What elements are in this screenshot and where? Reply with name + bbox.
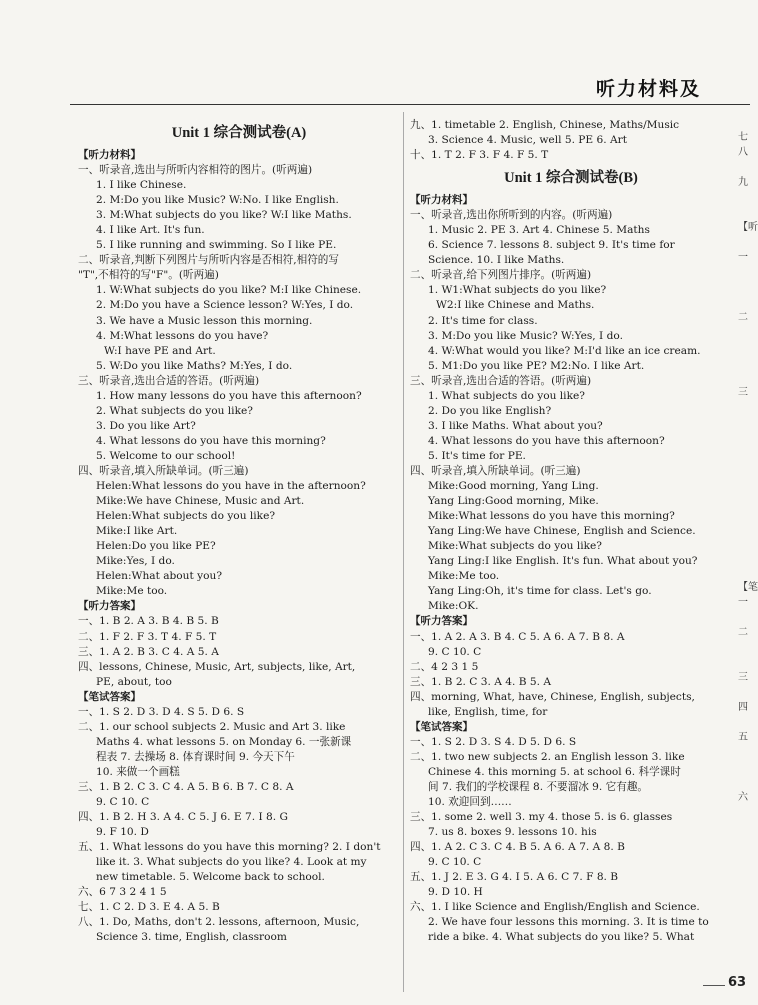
test-b-line: 三、1. B 2. C 3. A 4. B 5. A xyxy=(410,675,552,688)
edge-fragment: 【笔 xyxy=(738,582,758,593)
test-b-line: 六、1. I like Science and English/English and Science. xyxy=(410,901,700,914)
test-b-line: Yang Ling:Good morning, Mike. xyxy=(428,495,599,508)
test-a-line: Mike:Yes, I do. xyxy=(96,555,175,568)
edge-fragment: 五 xyxy=(738,732,748,743)
test-a-line: Maths 4. what lessons 5. on Monday 6. 一张新课 xyxy=(96,735,352,748)
edge-fragment: 一 xyxy=(738,252,748,263)
test-a-line: 一、1. B 2. A 3. B 4. B 5. B xyxy=(78,615,219,628)
edge-fragment xyxy=(738,445,750,460)
test-b-line: 3. I like Maths. What about you? xyxy=(428,419,603,432)
test-b-line: Mike:OK. xyxy=(428,600,479,613)
test-b-line: 10. 欢迎回到…… xyxy=(428,796,512,809)
test-b-line: 【听力答案】 xyxy=(410,615,473,628)
test-b-line: 二、4 2 3 1 5 xyxy=(410,660,479,673)
test-b-title: Unit 1 综合测试卷(B) xyxy=(504,170,638,187)
edge-fragment xyxy=(738,745,750,760)
test-a-title: Unit 1 综合测试卷(A) xyxy=(171,125,307,141)
test-b-line: 9. C 10. C xyxy=(428,856,482,869)
test-b-line: 4. What lessons do you have this afternoon? xyxy=(428,434,665,447)
test-a-line: Mike:Me too. xyxy=(96,585,168,598)
test-b-line: 三、1. some 2. well 3. my 4. those 5. is 6. glasses xyxy=(410,811,673,824)
test-b-line: Mike:Good morning, Yang Ling. xyxy=(428,480,599,493)
edge-fragment: 【听 xyxy=(738,222,758,233)
test-a-line: 五、1. What lessons do you have this morning? 2. I don't xyxy=(78,841,381,854)
test-a-line: 七、1. C 2. D 3. E 4. A 5. B xyxy=(78,901,220,914)
test-b-line: Mike:Me too. xyxy=(428,570,500,583)
column-divider xyxy=(403,112,404,992)
test-a-line: 5. W:Do you like Maths? M:Yes, I do. xyxy=(96,359,293,372)
test-a-line: 3. M:What subjects do you like? W:I like Maths. xyxy=(96,209,352,222)
test-a-line: 四、1. B 2. H 3. A 4. C 5. J 6. E 7. I 8. G xyxy=(78,811,288,824)
test-b-line: 2. Do you like English? xyxy=(428,404,552,417)
test-b-line: like, English, time, for xyxy=(428,705,548,718)
edge-fragment xyxy=(738,610,750,625)
test-b-line: 7. us 8. boxes 9. lessons 10. his xyxy=(428,826,597,839)
test-b-line: 一、1. S 2. D 3. S 4. D 5. D 6. S xyxy=(410,735,577,748)
edge-fragment xyxy=(738,520,750,535)
edge-fragment xyxy=(738,400,750,415)
edge-fragment xyxy=(738,160,750,175)
edge-fragment xyxy=(738,430,750,445)
test-a-line: Mike:We have Chinese, Music and Art. xyxy=(96,495,305,508)
edge-fragment xyxy=(738,370,750,385)
test-a-line: Helen:What subjects do you like? xyxy=(96,510,276,523)
test-b-line: 二、听录音,给下列图片排序。(听两遍) xyxy=(410,269,592,282)
page-number-dash xyxy=(703,985,725,986)
test-b-line: 1. W1:What subjects do you like? xyxy=(428,284,607,297)
test-a-line: 4. M:What lessons do you have? xyxy=(96,329,269,342)
test-a-line: PE, about, too xyxy=(96,675,172,688)
header-rule xyxy=(70,104,750,105)
test-a-cont-line: 九、1. timetable 2. English, Chinese, Maths/Music xyxy=(410,119,680,131)
test-b-line: 三、听录音,选出合适的答语。(听两遍) xyxy=(410,374,592,387)
test-b-line: 6. Science 7. lessons 8. subject 9. It's time for xyxy=(428,239,675,252)
test-b-line: 一、听录音,选出你所听到的内容。(听两遍) xyxy=(410,209,613,222)
test-a-line: new timetable. 5. Welcome back to school. xyxy=(96,871,325,884)
test-b-line: 二、1. two new subjects 2. an English lesson 3. like xyxy=(410,750,685,763)
test-a-line: 【听力材料】 xyxy=(78,149,141,161)
edge-fragment: 八 xyxy=(738,147,748,158)
test-a-line: 3. Do you like Art? xyxy=(96,419,196,432)
edge-fragment xyxy=(738,640,750,655)
test-a-line: 10. 来做一个画糕 xyxy=(96,765,180,778)
edge-fragment xyxy=(738,265,750,280)
test-a-line: Science 3. time, English, classroom xyxy=(96,931,287,944)
test-b-line: Mike:What subjects do you like? xyxy=(428,540,602,553)
edge-fragment xyxy=(738,535,750,550)
test-a-line: 一、听录音,选出与所听内容相符的图片。(听两遍) xyxy=(78,164,313,177)
test-b-line: Yang Ling:I like English. It's fun. What about you? xyxy=(428,555,698,568)
test-a-line: 2. What subjects do you like? xyxy=(96,404,253,417)
test-a-line: 2. M:Do you like Music? W:No. I like English. xyxy=(96,194,339,207)
test-a-line: 1. I like Chinese. xyxy=(96,179,187,192)
right-edge-clipped-column xyxy=(738,130,758,805)
test-b-line: 9. D 10. H xyxy=(428,886,483,899)
test-a-continued xyxy=(410,118,732,163)
edge-fragment: 一 xyxy=(738,597,748,608)
test-b-line: 9. C 10. C xyxy=(428,645,482,658)
test-a-line: 9. C 10. C xyxy=(96,796,150,809)
edge-fragment xyxy=(738,550,750,565)
test-a-cont-line: 十、1. T 2. F 3. F 4. F 5. T xyxy=(410,149,549,162)
test-a-line: 四、听录音,填入所缺单词。(听三遍) xyxy=(78,464,249,477)
test-a-line: Helen:What about you? xyxy=(96,570,222,583)
edge-fragment: 七 xyxy=(738,132,748,143)
edge-fragment xyxy=(738,475,750,490)
test-a-content xyxy=(78,148,400,945)
edge-fragment xyxy=(738,760,750,775)
page-header-title: 听力材料及 xyxy=(596,78,702,100)
edge-fragment xyxy=(738,205,750,220)
test-b-line: 2. It's time for class. xyxy=(428,314,538,327)
test-b-line: 间 7. 我们的学校课程 8. 不要溜冰 9. 它有趣。 xyxy=(428,780,649,793)
test-b-line: Mike:What lessons do you have this morning? xyxy=(428,510,675,523)
test-b-content xyxy=(410,193,732,945)
test-b-line: ride a bike. 4. What subjects do you like? 5. What xyxy=(428,931,695,944)
edge-fragment xyxy=(738,460,750,475)
test-b-line: 四、听录音,填入所缺单词。(听三遍) xyxy=(410,464,581,477)
test-a-line: 二、1. F 2. F 3. T 4. F 5. T xyxy=(78,630,217,643)
test-a-line: 一、1. S 2. D 3. D 4. S 5. D 6. S xyxy=(78,705,245,718)
test-b-line: W2:I like Chinese and Maths. xyxy=(436,299,595,312)
test-a-line: 1. How many lessons do you have this afternoon? xyxy=(96,389,362,402)
test-a-line: 六、6 7 3 2 4 1 5 xyxy=(78,886,167,899)
test-b-line: 1. Music 2. PE 3. Art 4. Chinese 5. Maths xyxy=(428,224,650,237)
column-unit1-test-b xyxy=(410,118,732,945)
edge-fragment xyxy=(738,355,750,370)
test-b-line: 四、1. A 2. C 3. C 4. B 5. A 6. A 7. A 8. B xyxy=(410,841,625,854)
edge-fragment xyxy=(738,565,750,580)
test-a-line: 3. We have a Music lesson this morning. xyxy=(96,314,313,327)
edge-fragment xyxy=(738,280,750,295)
test-a-line: Helen:What lessons do you have in the afternoon? xyxy=(96,480,366,493)
edge-fragment xyxy=(738,505,750,520)
test-a-line: like it. 3. What subjects do you like? 4. Look at my xyxy=(96,856,367,869)
test-a-line: 4. I like Art. It's fun. xyxy=(96,224,205,237)
test-a-line: 程表 7. 去操场 8. 体育课时间 9. 今天下午 xyxy=(96,750,295,763)
test-a-line: 【笔试答案】 xyxy=(78,690,141,703)
test-a-line: 【听力答案】 xyxy=(78,600,141,613)
edge-fragment: 四 xyxy=(738,702,748,713)
test-b-line: 四、morning, What, have, Chinese, English, subjects, xyxy=(410,690,695,703)
test-a-line: 5. Welcome to our school! xyxy=(96,449,236,462)
edge-fragment xyxy=(738,295,750,310)
test-b-line: 【笔试答案】 xyxy=(410,720,473,733)
edge-fragment: 二 xyxy=(738,627,748,638)
test-b-line: 5. It's time for PE. xyxy=(428,449,526,462)
test-b-line: 4. W:What would you like? M:I'd like an ice cream. xyxy=(428,344,701,357)
edge-fragment: 九 xyxy=(738,177,748,188)
edge-fragment xyxy=(738,415,750,430)
test-a-line: 2. M:Do you have a Science lesson? W:Yes, I do. xyxy=(96,299,354,312)
edge-fragment: 三 xyxy=(738,672,748,683)
test-a-line: Mike:I like Art. xyxy=(96,525,178,538)
page-number: 63 xyxy=(728,975,747,990)
edge-fragment xyxy=(738,715,750,730)
test-a-line: 二、听录音,判断下列图片与所听内容是否相符,相符的写 xyxy=(78,254,339,267)
test-a-line: 三、1. B 2. C 3. C 4. A 5. B 6. B 7. C 8. A xyxy=(78,780,294,793)
test-a-line: 四、lessons, Chinese, Music, Art, subjects, like, Art, xyxy=(78,660,356,673)
test-b-line: Chinese 4. this morning 5. at school 6. 科学课时 xyxy=(428,765,681,778)
test-b-line: 五、1. J 2. E 3. G 4. I 5. A 6. C 7. F 8. B xyxy=(410,871,619,884)
test-a-line: Helen:Do you like PE? xyxy=(96,540,216,553)
test-b-line: 3. M:Do you like Music? W:Yes, I do. xyxy=(428,329,623,342)
column-unit1-test-a xyxy=(78,118,400,945)
edge-fragment xyxy=(738,685,750,700)
edge-fragment xyxy=(738,775,750,790)
edge-fragment xyxy=(738,340,750,355)
edge-fragment: 六 xyxy=(738,792,748,803)
test-b-line: 1. What subjects do you like? xyxy=(428,389,585,402)
edge-fragment: 二 xyxy=(738,312,748,323)
test-a-line: 八、1. Do, Maths, don't 2. lessons, afternoon, Music, xyxy=(78,916,360,929)
edge-fragment xyxy=(738,490,750,505)
test-b-line: Yang Ling:Oh, it's time for class. Let's go. xyxy=(428,585,652,598)
test-a-line: 4. What lessons do you have this morning? xyxy=(96,434,326,447)
test-a-line: 三、听录音,选出合适的答语。(听两遍) xyxy=(78,374,260,387)
test-b-line: 【听力材料】 xyxy=(410,194,473,207)
edge-fragment xyxy=(738,235,750,250)
test-a-line: "T",不相符的写"F"。(听两遍) xyxy=(78,269,219,282)
test-b-line: Yang Ling:We have Chinese, English and Science. xyxy=(428,525,696,538)
test-a-cont-line: 3. Science 4. Music, well 5. PE 6. Art xyxy=(428,134,627,147)
test-b-line: Science. 10. I like Maths. xyxy=(428,254,565,267)
test-b-line: 5. M1:Do you like PE? M2:No. I like Art. xyxy=(428,359,645,372)
test-b-line: 一、1. A 2. A 3. B 4. C 5. A 6. A 7. B 8. A xyxy=(410,630,625,643)
test-a-line: 5. I like running and swimming. So I like PE. xyxy=(96,239,337,252)
edge-fragment xyxy=(738,190,750,205)
test-a-line: 1. W:What subjects do you like? M:I like Chinese. xyxy=(96,284,362,297)
test-b-line: 2. We have four lessons this morning. 3. It is time to xyxy=(428,916,709,929)
test-a-line: 二、1. our school subjects 2. Music and Art 3. like xyxy=(78,720,346,733)
edge-fragment xyxy=(738,655,750,670)
test-a-line: W:I have PE and Art. xyxy=(104,344,216,357)
edge-fragment: 三 xyxy=(738,387,748,398)
test-a-line: 9. F 10. D xyxy=(96,826,149,839)
edge-fragment xyxy=(738,325,750,340)
test-a-line: 三、1. A 2. B 3. C 4. A 5. A xyxy=(78,645,219,658)
